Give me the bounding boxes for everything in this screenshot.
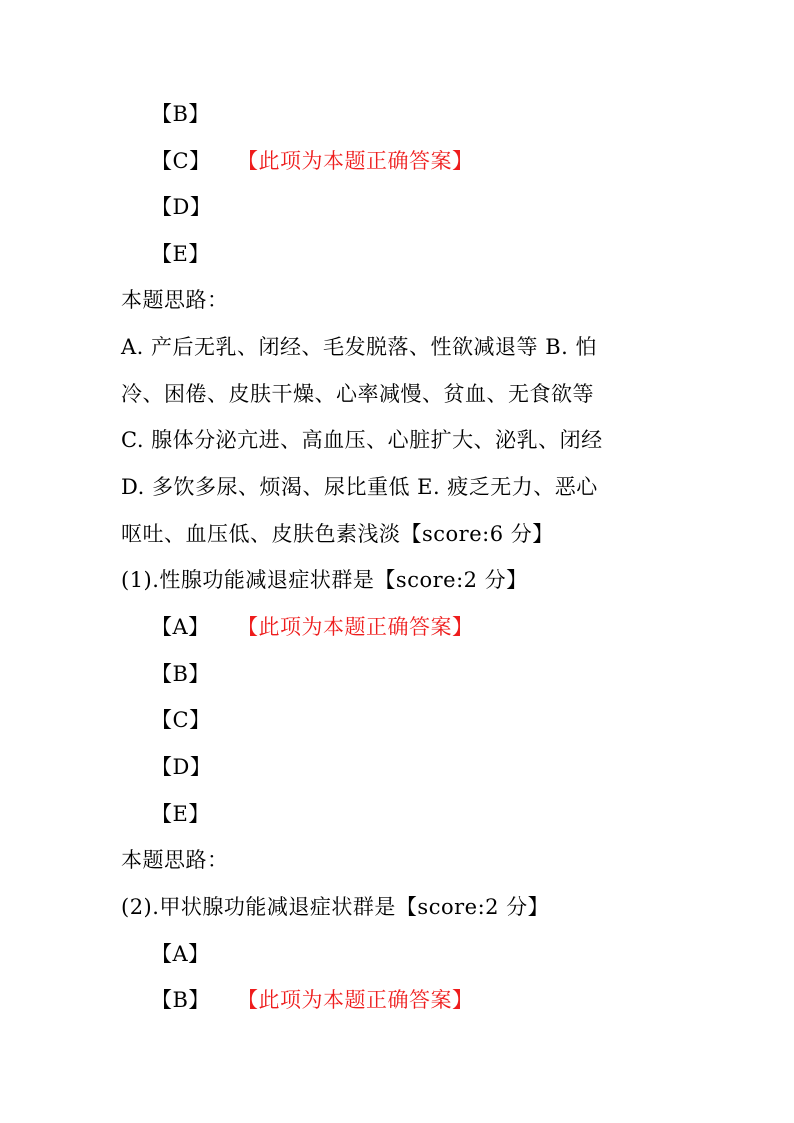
option-label: 【B】 (151, 988, 210, 1012)
correct-answer-note: 【此项为本题正确答案】 (237, 149, 474, 173)
analysis-line: 冷、困倦、皮肤干燥、心率减慢、贫血、无食欲等 (121, 382, 594, 406)
option-label: 【B】 (151, 662, 210, 686)
option-d (151, 747, 237, 787)
option-label: 【A】 (151, 942, 210, 966)
option-label: 【E】 (151, 802, 210, 826)
option-a (151, 607, 474, 647)
option-d (151, 187, 237, 227)
option-label: 【E】 (151, 242, 210, 266)
question-title: (1).性腺功能减退症状群是【score:2 分】 (121, 568, 528, 592)
analysis-label: 本题思路： (121, 288, 229, 312)
option-label: 【D】 (151, 755, 212, 779)
option-b (151, 980, 474, 1020)
option-e (151, 794, 237, 834)
option-b (151, 654, 237, 694)
analysis-line: D. 多饮多尿、烦渴、尿比重低 E. 疲乏无力、恶心 (121, 475, 598, 499)
option-label: 【A】 (151, 615, 210, 639)
option-b (151, 94, 237, 134)
correct-answer-note: 【此项为本题正确答案】 (237, 988, 474, 1012)
option-label: 【C】 (151, 708, 211, 732)
analysis-line: A. 产后无乳、闭经、毛发脱落、性欲减退等 B. 怕 (121, 335, 597, 359)
analysis-line: C. 腺体分泌亢进、高血压、心脏扩大、泌乳、闭经 (121, 428, 603, 452)
option-a (151, 934, 237, 974)
option-c (151, 700, 237, 740)
option-e (151, 234, 237, 274)
correct-answer-note: 【此项为本题正确答案】 (237, 615, 474, 639)
option-label: 【C】 (151, 149, 211, 173)
option-label: 【D】 (151, 195, 212, 219)
option-c (151, 141, 474, 181)
option-label: 【B】 (151, 102, 210, 126)
analysis-label: 本题思路： (121, 848, 229, 872)
analysis-line: 呕吐、血压低、皮肤色素浅淡【score:6 分】 (121, 522, 554, 546)
question-title: (2).甲状腺功能减退症状群是【score:2 分】 (121, 895, 550, 919)
